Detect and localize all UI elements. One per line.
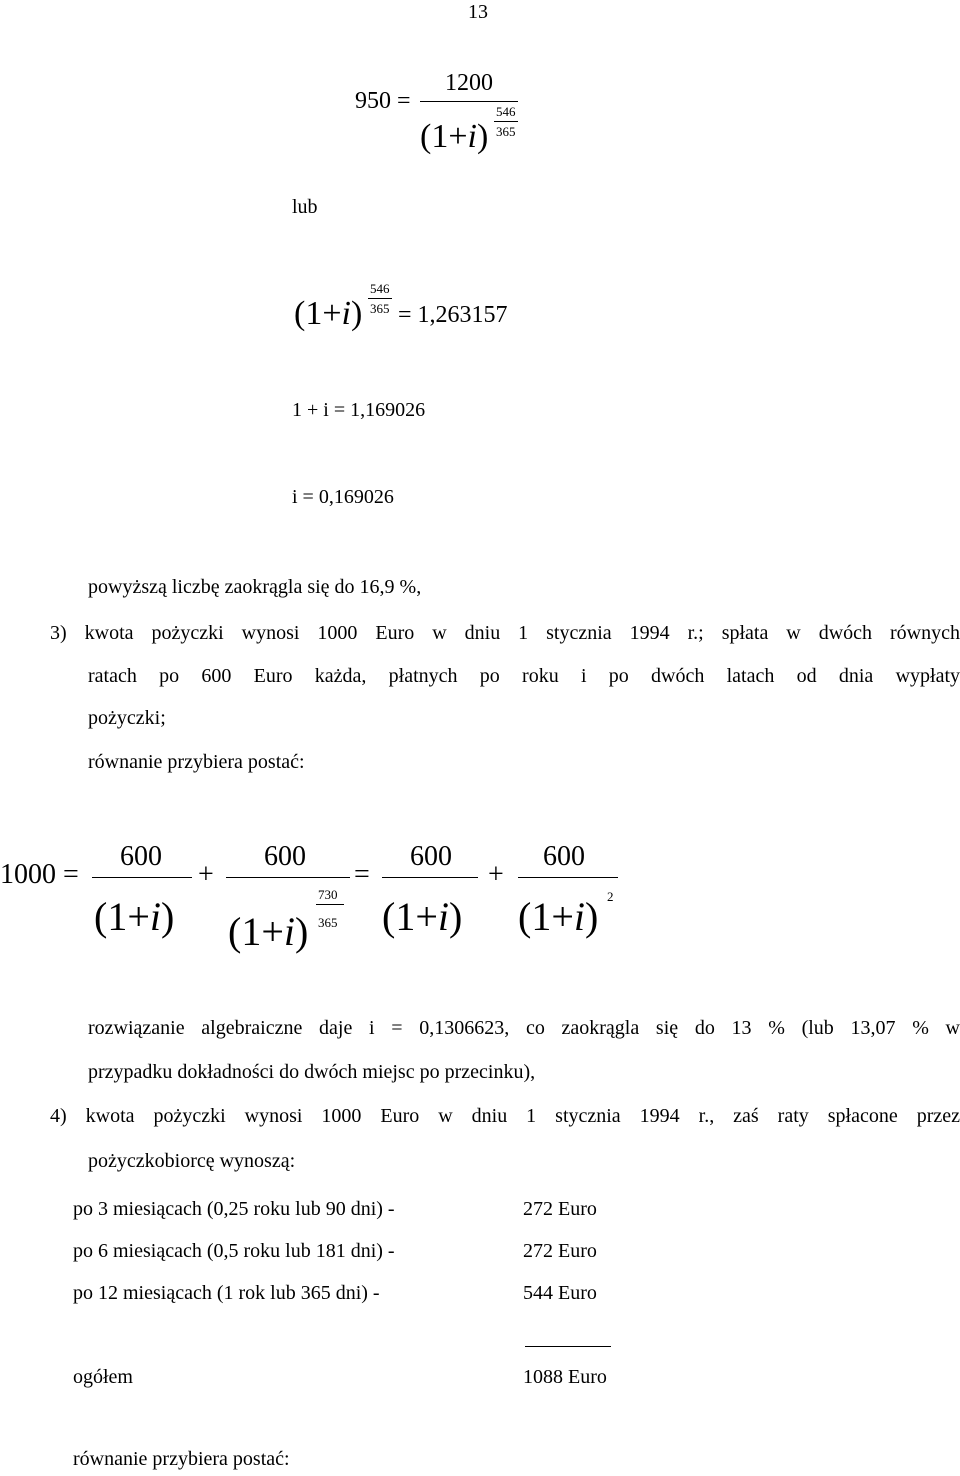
solution-line1: rozwiązanie algebraiczne daje i = 0,1306623, co zaokrągla się do 13 % (lub 13,07 % w xyxy=(88,1017,960,1039)
payment-amount: 272 Euro xyxy=(523,1240,597,1262)
item4-line1: 4) kwota pożyczki wynosi 1000 Euro w dniu 1 stycznia 1994 r., zaś raty spłacone przez xyxy=(50,1105,960,1127)
solution-line2: przypadku dokładności do dwóch miejsc po przecinku), xyxy=(88,1061,536,1083)
eq5-term3-numerator: 600 xyxy=(410,841,452,872)
eq1-exponent-denominator: 365 xyxy=(496,124,516,139)
eq5-term1-denominator: (1+i) xyxy=(94,894,175,939)
eq5-term4-denominator: (1+i) xyxy=(518,894,599,939)
payment-label: po 3 miesiącach (0,25 roku lub 90 dni) - xyxy=(73,1198,395,1220)
eq1-numerator: 1200 xyxy=(445,70,493,96)
eq1-lhs: 950 = xyxy=(355,88,411,114)
final-line: równanie przybiera postać: xyxy=(73,1448,290,1470)
eq5-plus-1: + xyxy=(198,859,214,890)
equation-4: i = 0,169026 xyxy=(292,486,394,508)
eq5-lhs: 1000 = xyxy=(0,859,79,890)
payment-amount: 272 Euro xyxy=(523,1198,597,1220)
eq5-term3-bar xyxy=(382,877,478,878)
eq1-exponent-numerator: 546 xyxy=(496,104,516,119)
total-label: ogółem xyxy=(73,1366,133,1388)
eq5-term2-denominator: (1+i) xyxy=(228,909,309,954)
total-amount: 1088 Euro xyxy=(523,1366,607,1388)
rounding-text: powyższą liczbę zaokrągla się do 16,9 %, xyxy=(88,576,422,598)
eq2-base: (1+i) xyxy=(294,295,363,332)
eq5-equals: = xyxy=(354,859,370,890)
eq5-term2-exponent-numerator: 730 xyxy=(318,887,338,902)
eq5-term3-denominator: (1+i) xyxy=(382,894,463,939)
eq5-term4-numerator: 600 xyxy=(543,841,585,872)
eq5-plus-2: + xyxy=(488,859,504,890)
eq5-term4-bar xyxy=(518,877,618,878)
payment-amount: 544 Euro xyxy=(523,1282,597,1304)
item3-line3: pożyczki; xyxy=(88,707,166,729)
eq5-term2-bar xyxy=(226,877,350,878)
eq5-term2-exponent-bar xyxy=(316,904,344,905)
sum-rule xyxy=(525,1346,611,1347)
eq5-term1-bar xyxy=(92,877,192,878)
item4-line2: pożyczkobiorcę wynoszą: xyxy=(88,1150,296,1172)
eq2-exponent-numerator: 546 xyxy=(370,281,390,296)
item3-line2: ratach po 600 Euro każda, płatnych po roku i po dwóch latach od dnia wypłaty xyxy=(88,665,960,687)
eq1-exponent-bar xyxy=(494,121,518,122)
eq5-term2-numerator: 600 xyxy=(264,841,306,872)
eq5-term4-exponent: 2 xyxy=(607,889,614,904)
item3-line1: 3) kwota pożyczki wynosi 1000 Euro w dniu 1 stycznia 1994 r.; spłata w dwóch równych xyxy=(50,622,960,644)
page-number: 13 xyxy=(468,1,488,23)
eq1-fraction-bar xyxy=(420,101,518,102)
item3-line4: równanie przybiera postać: xyxy=(88,751,305,773)
payment-label: po 12 miesiącach (1 rok lub 365 dni) - xyxy=(73,1282,380,1304)
text-lub: lub xyxy=(292,196,318,218)
eq5-term1-numerator: 600 xyxy=(120,841,162,872)
eq2-exponent-bar xyxy=(368,298,392,299)
eq2-exponent-denominator: 365 xyxy=(370,301,390,316)
payment-label: po 6 miesiącach (0,5 roku lub 181 dni) - xyxy=(73,1240,395,1262)
eq1-denominator: (1+i) xyxy=(420,118,489,155)
eq5-term2-exponent-denominator: 365 xyxy=(318,915,338,930)
equation-3: 1 + i = 1,169026 xyxy=(292,399,426,421)
eq2-rhs: = 1,263157 xyxy=(398,302,508,328)
